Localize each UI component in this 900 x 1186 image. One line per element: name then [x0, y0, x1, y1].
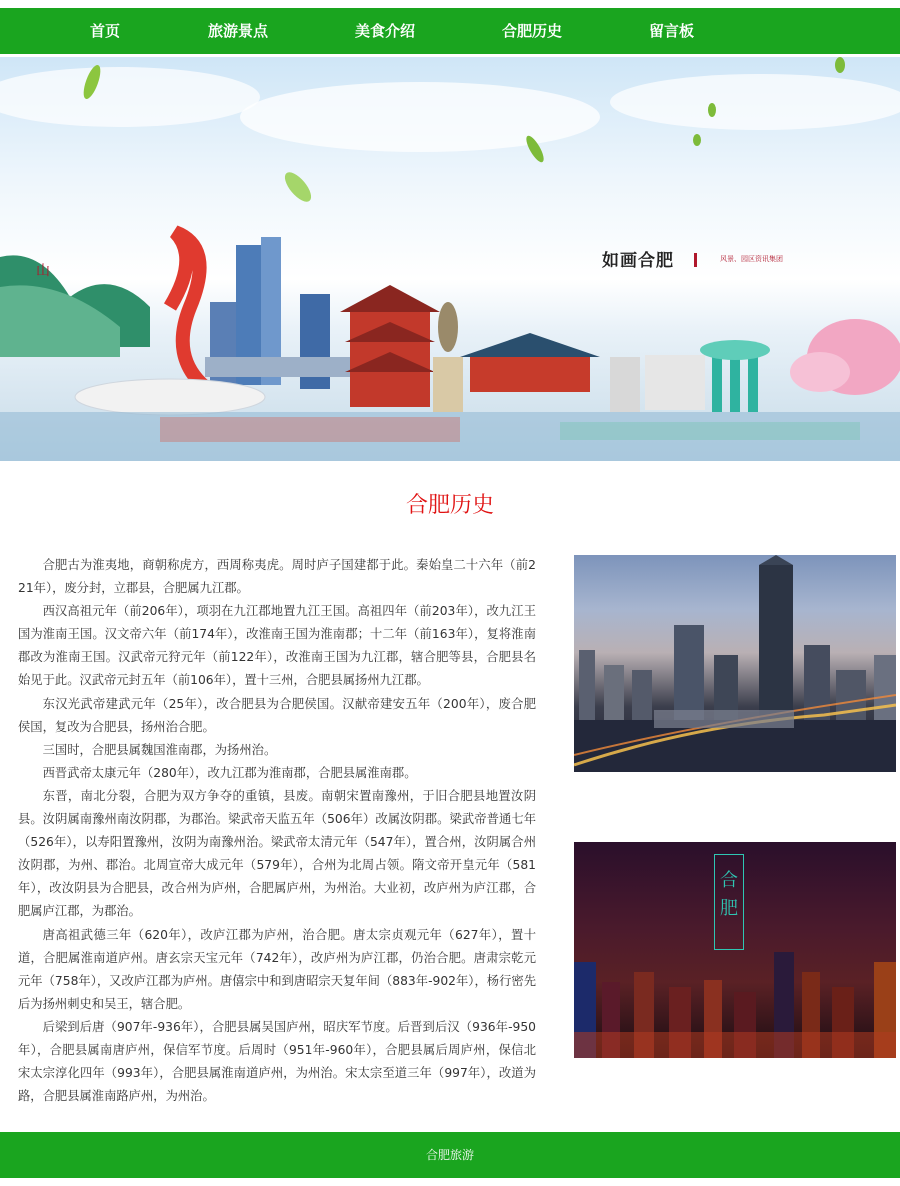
footer [0, 1132, 900, 1178]
history-article [18, 554, 536, 1108]
hero-banner [0, 57, 900, 461]
nav-item-guestbook[interactable]: 留言板 [649, 22, 695, 40]
hefei-sign-label: 合肥 [714, 854, 744, 950]
article-paragraph: 东晋，南北分裂，合肥为双方争夺的重镇，县废。南朝宋置南豫州，于旧合肥县地置汝阴县。汝阴属南豫州南汝阴郡，为郡治。梁武帝天监五年（506年）改属汝阴郡。梁武帝普通七年（526年），以寿阳置豫州，汝阴为南豫州治。梁武帝太清元年（547年），置合州，汝阴属合州汝阴郡，为州、郡治。北周宣帝大成元年（579年），合州为北周占领。隋文帝开皇元年（581年），改汝阴县为合肥县，改合州为庐州，合肥属庐州，为州治。大业初，改庐州为庐江郡，合肥属庐江郡，为郡治。 [18, 788, 536, 919]
article-paragraph: 西汉高祖元年（前206年），项羽在九江郡地置九江王国。高祖四年（前203年），改九江王国为淮南王国。汉文帝六年（前174年），改淮南王国为淮南郡；十二年（前163年），复将淮南郡改为淮南王国。汉武帝元狩元年（前122年），改淮南王国为九江郡，辖合肥等县，合肥县名始见于此。汉武帝元封五年（前106年），置十三州，合肥县属扬州九江郡。 [18, 604, 536, 688]
footer-text: 合肥旅游 [425, 1148, 474, 1162]
banner-title: 如画合肥 [602, 251, 674, 271]
city-skyline-photo [574, 555, 896, 772]
article-paragraph: 合肥古为淮夷地，商朝称虎方，西周称夷虎。周时庐子国建都于此。秦始皇二十六年（前221年），废分封，立郡县，合肥属九江郡。 [18, 558, 536, 596]
article-paragraph: 唐高祖武德三年（620年），改庐江郡为庐州，治合肥。唐太宗贞观元年（627年），置十道，合肥属淮南道庐州。唐玄宗天宝元年（742年），改庐州为庐江郡，仍治合肥。唐肃宗乾元元年（758年），又改庐江郡为庐州。唐僖宗中和到唐昭宗天复年间（883年-902年），杨行密先后为扬州刺史和吴王，辖合肥。 [18, 927, 536, 1011]
article-paragraph: 后梁到后唐（907年-936年），合肥县属吴国庐州，昭庆军节度。后晋到后汉（936年-950年），合肥县属南唐庐州，保信军节度。后周时（951年-960年），合肥县属后周庐州，保信北宋太宗淳化四年（993年），合肥县属淮南道庐州，为州治。宋太宗至道三年（997年），改道为路，合肥县属淮南路庐州，为州治。 [18, 1019, 536, 1104]
nav-item-scenic-spots[interactable]: 旅游景点 [208, 22, 269, 40]
skyline-drawing [574, 555, 896, 772]
svg-text:山: 山 [36, 263, 50, 279]
banner-subtitle: 风景、园区资讯集团 [720, 255, 783, 263]
nav-item-home[interactable]: 首页 [90, 22, 121, 40]
top-nav [0, 8, 900, 54]
nav-item-food[interactable]: 美食介绍 [355, 22, 416, 40]
article-paragraph: 西晋武帝太康元年（280年），改九江郡为淮南郡，合肥县属淮南郡。 [42, 765, 417, 780]
page-title: 合肥历史 [405, 493, 494, 518]
nav-item-history[interactable]: 合肥历史 [502, 22, 563, 40]
night-skyline-photo [574, 842, 896, 1058]
article-paragraph: 东汉光武帝建武元年（25年），改合肥县为合肥侯国。汉献帝建安五年（200年），废合肥侯国，复改为合肥县，扬州治合肥。 [18, 696, 536, 734]
article-paragraph: 三国时，合肥县属魏国淮南郡，为扬州治。 [42, 742, 277, 757]
